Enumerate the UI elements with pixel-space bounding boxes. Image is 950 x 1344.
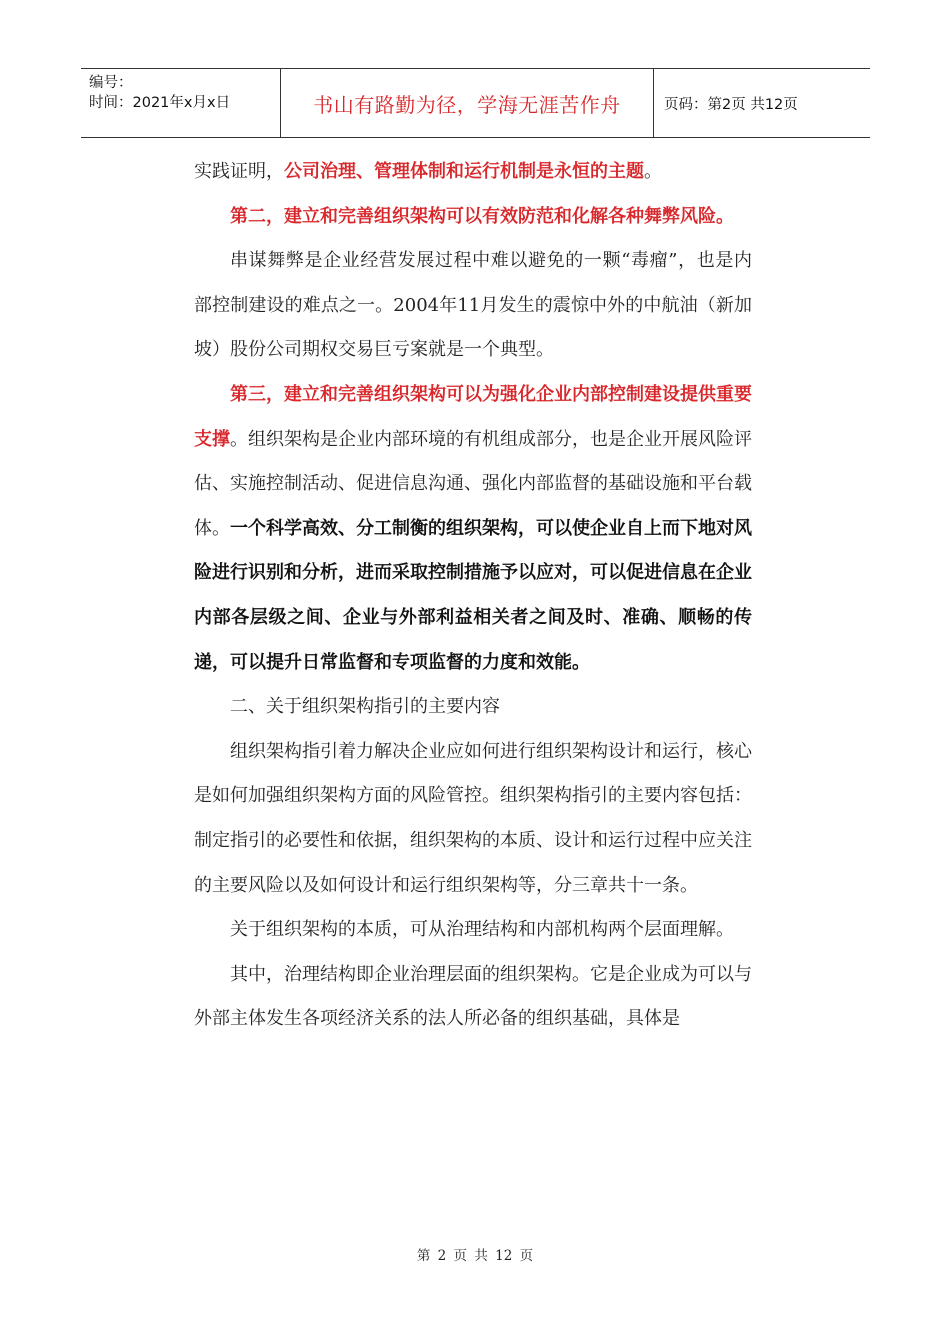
body-paragraph [194, 150, 752, 195]
body-text: 关于组织架构的本质，可从治理结构和内部机构两个层面理解。 [230, 919, 734, 941]
document-time-label: 时间：2021年x月x日 [89, 95, 231, 111]
highlighted-text: 公司治理、管理体制和运行机制是永恒的主题 [284, 161, 644, 182]
body-text: 。 [644, 161, 662, 182]
body-paragraph [194, 908, 752, 953]
body-paragraph [194, 373, 752, 685]
page-header [81, 68, 870, 138]
document-body [194, 150, 752, 1042]
document-number-label: 编号： [89, 75, 133, 91]
body-paragraph [194, 239, 752, 373]
body-text: 组织架构指引着力解决企业应如何进行组织架构设计和运行，核心是如何加强组织架构方面的风险管控。组织架构指引的主要内容包括：制定指引的必要性和依据，组织架构的本质、设计和运行过程中应关注的主要风险以及如何设计和运行组织架构等，分三章共十一条。 [194, 740, 752, 896]
body-text: 实践证明， [194, 161, 284, 182]
body-paragraph [194, 685, 752, 730]
header-motto: 书山有路勤为径，学海无涯苦作舟 [281, 69, 654, 137]
body-text: 串谋舞弊是企业经营发展过程中难以避免的一颗“毒瘤”，也是内部控制建设的难点之一。2004年11月发生的震惊中外的中航油（新加坡）股份公司期权交易巨亏案就是一个典型。 [194, 250, 752, 361]
header-meta-cell [81, 69, 281, 137]
body-text: 其中，治理结构即企业治理层面的组织架构。它是企业成为可以与外部主体发生各项经济关系的法人所必备的组织基础，具体是 [194, 963, 752, 1030]
page-footer: 第 2 页 共 12 页 [416, 1248, 534, 1264]
body-text: 。组织架构是企业内部环境的有机组成部分，也是企业开展风险评估、实施控制活动、促进信息沟通、强化内部监督的基础设施和平台载体。 [194, 428, 752, 539]
highlighted-text: 第三，建立和完善组织架构可以为强化企业内部控制建设提供重要支撑 [194, 383, 752, 450]
bold-text: 一个科学高效、分工制衡的组织架构，可以使企业自上而下地对风险进行识别和分析，进而采取控制措施予以应对，可以促进信息在企业内部各层级之间、企业与外部利益相关者之间及时、准确、顺畅的传递，可以提升日常监督和专项监督的力度和效能。 [194, 517, 752, 673]
header-page-info: 页码：第2页 共12页 [664, 96, 798, 113]
body-paragraph [194, 953, 752, 1042]
body-paragraph [194, 195, 752, 240]
highlighted-text: 第二，建立和完善组织架构可以有效防范和化解各种舞弊风险。 [230, 205, 734, 227]
body-paragraph [194, 730, 752, 908]
body-text: 二、关于组织架构指引的主要内容 [230, 696, 500, 718]
